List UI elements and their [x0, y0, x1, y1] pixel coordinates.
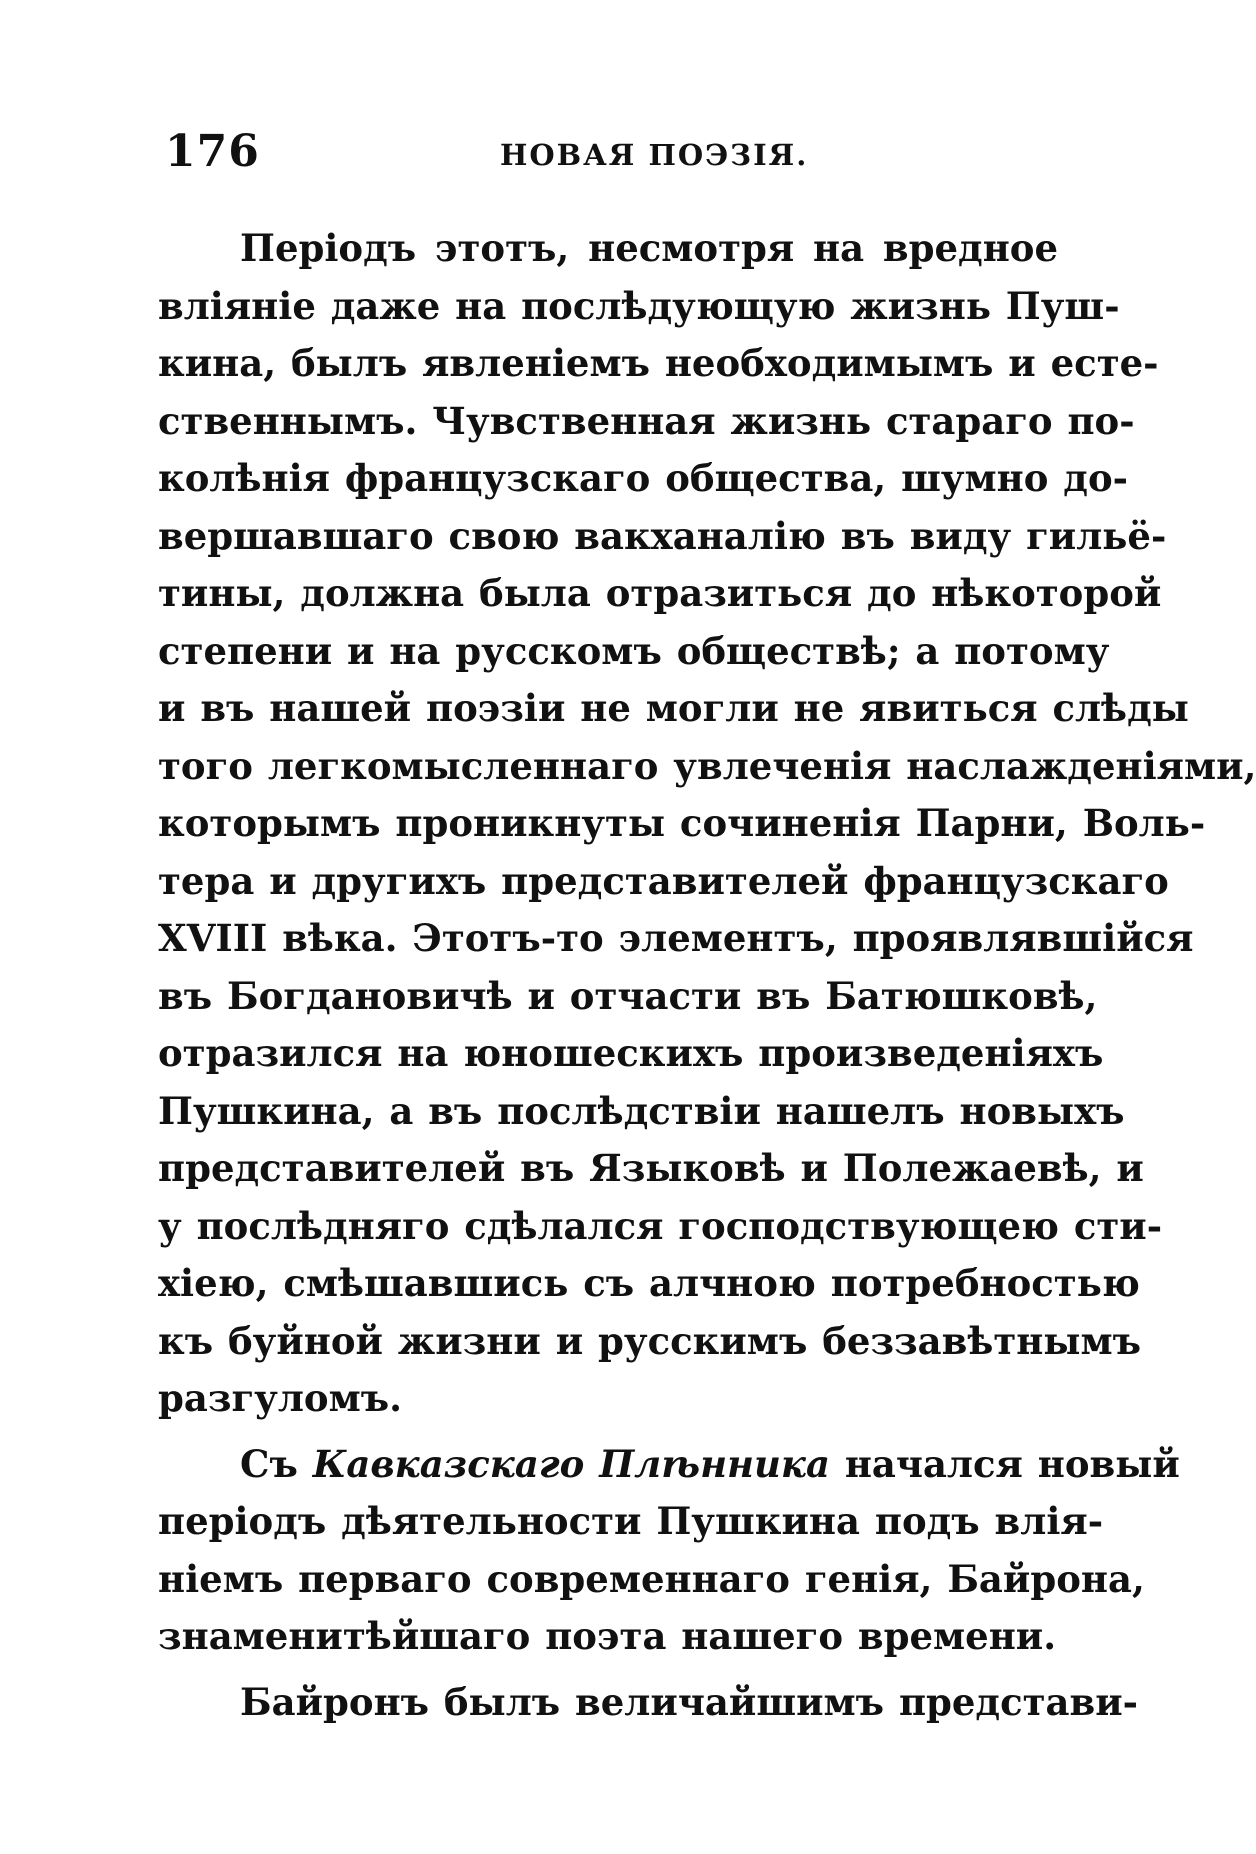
text-line: [158, 1436, 1180, 1494]
text-line: тины, должна была отразиться до нѣкоторой: [158, 571, 1162, 615]
text-line: у послѣдняго сдѣлался господствующею сти-: [158, 1203, 1163, 1248]
text-line: разгуломъ.: [158, 1376, 402, 1420]
paragraph-2: [158, 1436, 1180, 1666]
body-text: [158, 220, 1256, 1731]
text-line: въ Богдановичѣ и отчасти въ Батюшковѣ,: [158, 973, 1098, 1018]
text-line: отразился на юношескихъ произведеніяхъ: [158, 1031, 1104, 1075]
paragraph-1: [158, 220, 1256, 1428]
text-line: ственнымъ. Чувственная жизнь стараго по-: [158, 398, 1135, 443]
text-line: того легкомысленнаго увлеченія наслажденіями,: [158, 743, 1256, 788]
text-line: колѣнія французскаго общества, шумно до-: [158, 456, 1128, 500]
text-line: періодъ дѣятельности Пушкина подъ влія-: [158, 1499, 1104, 1543]
paragraph-3: [158, 1674, 1139, 1732]
text-line: XVIII вѣка. Этотъ-то элементъ, проявлявшійся: [158, 916, 1194, 960]
text-line: и въ нашей поэзіи не могли не явиться слѣды: [158, 686, 1189, 730]
text-line: хіею, смѣшавшись съ алчною потребностью: [158, 1261, 1140, 1305]
page-number: 176: [165, 126, 260, 177]
text-line: тера и другихъ представителей французскаго: [158, 858, 1169, 903]
work-title: Кавказскаго Плѣнника: [312, 1441, 830, 1486]
text-line: къ буйной жизни и русскимъ беззавѣтнымъ: [158, 1318, 1141, 1363]
paragraph-gap: [158, 1666, 1058, 1674]
text-line: степени и на русскомъ обществѣ; а потому: [158, 628, 1110, 673]
text-line: представителей въ Языковѣ и Полежаевѣ, и: [158, 1146, 1144, 1190]
text-run: Съ: [240, 1441, 313, 1486]
text-line: Байронъ былъ величайшимъ представи-: [240, 1679, 1139, 1724]
text-line: кина, былъ явленіемъ необходимымъ и есте-: [158, 341, 1159, 385]
text-line: которымъ проникнуты сочиненія Парни, Воль-: [158, 801, 1206, 845]
text-line: Пушкина, а въ послѣдствіи нашелъ новыхъ: [158, 1088, 1125, 1133]
text-run: начался новый: [829, 1441, 1180, 1486]
text-line: ніемъ перваго современнаго генія, Байрона,: [158, 1556, 1145, 1601]
running-head: [165, 126, 1055, 186]
text-line: вершавшаго свою вакханалію въ виду гильё-: [158, 513, 1167, 558]
text-line: вліяніе даже на послѣдующую жизнь Пуш-: [158, 283, 1120, 328]
running-title: НОВАЯ ПОЭЗІЯ.: [500, 138, 809, 172]
paragraph-gap: [158, 1428, 1058, 1436]
text-line: знаменитѣйшаго поэта нашего времени.: [158, 1614, 1057, 1658]
text-line: Періодъ этотъ, несмотря на вредное: [240, 226, 1058, 270]
